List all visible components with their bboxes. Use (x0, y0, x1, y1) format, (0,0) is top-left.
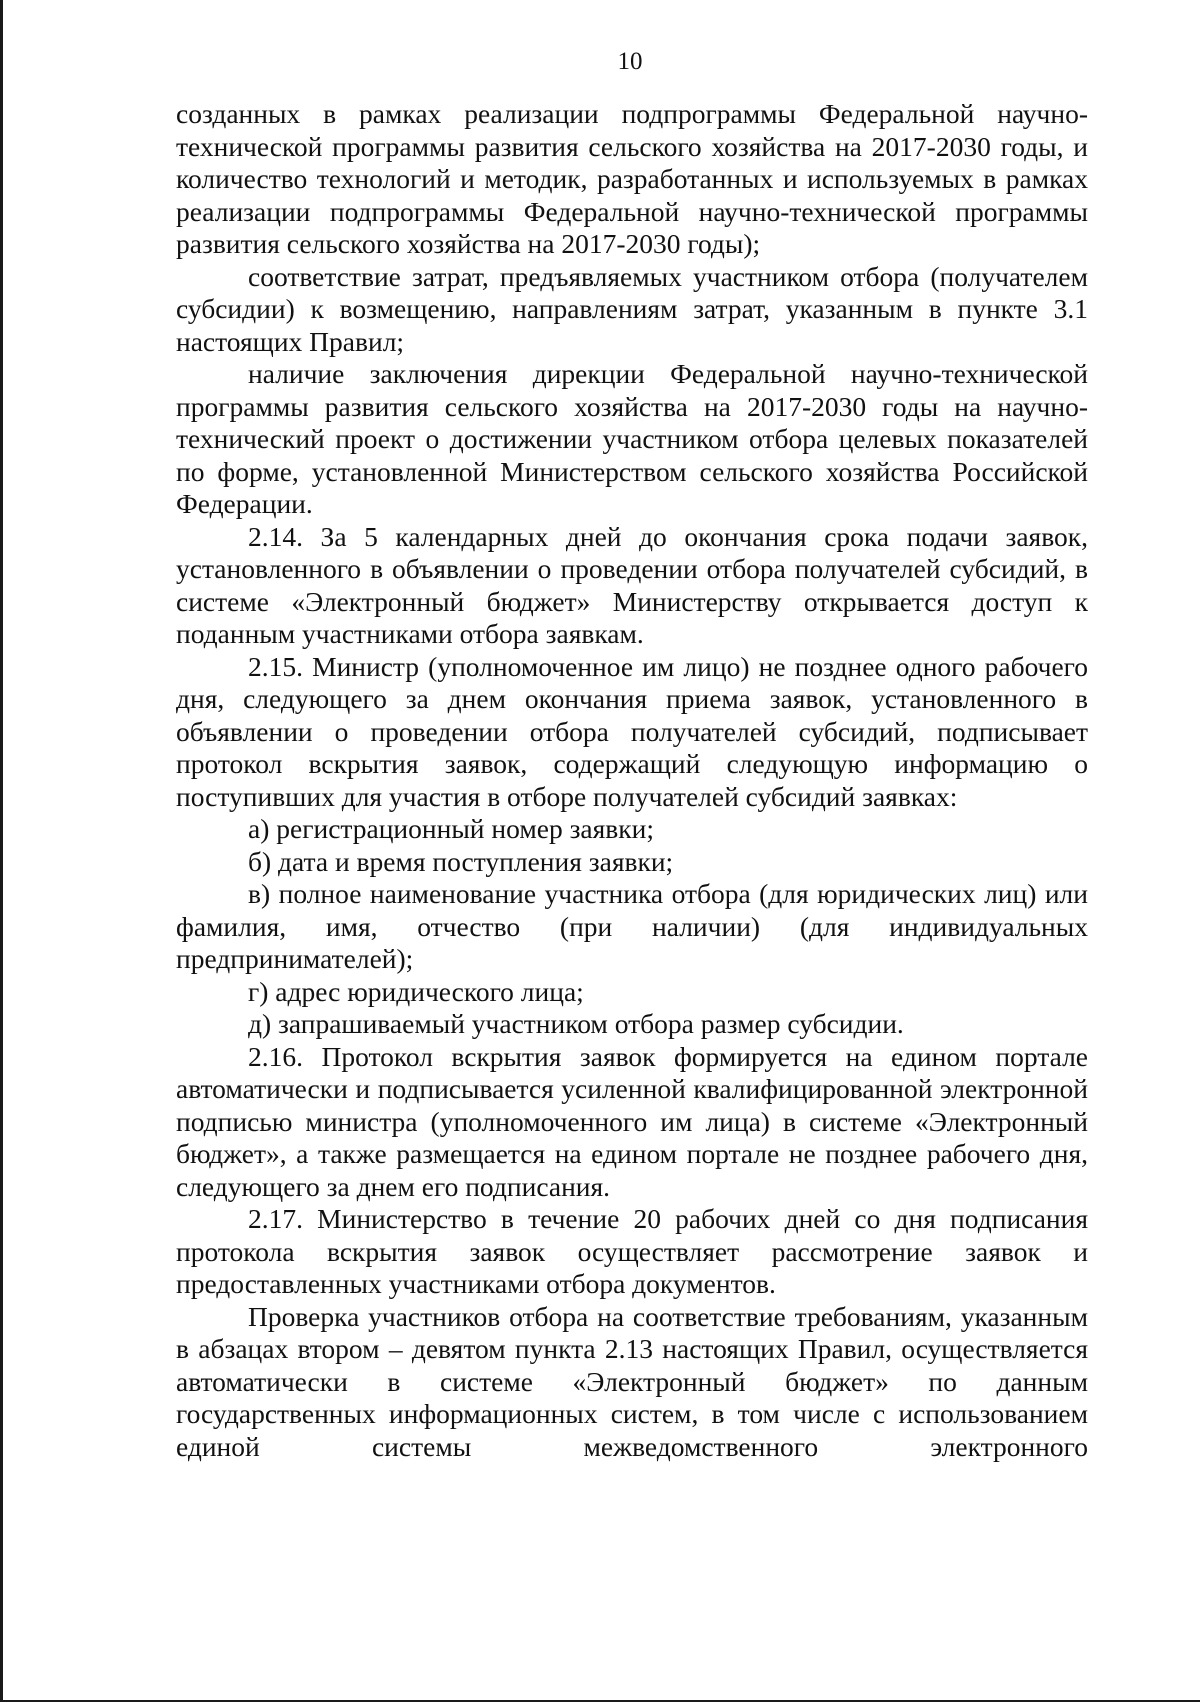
document-body (176, 98, 1088, 1463)
page-bottom-border (0, 1700, 1200, 1702)
body-paragraph: 2.17. Министерство в течение 20 рабочих дней со дня подписания протокола вскрытия заявок осуществляет рассмотрение заявок и предоставленных участниками отбора документов. (176, 1203, 1088, 1299)
body-paragraph: в) полное наименование участника отбора (для юридических лиц) или фамилия, имя, отчество (при наличии) (для индивидуальных предпринимателей); (176, 878, 1088, 974)
body-paragraph: а) регистрационный номер заявки; (248, 813, 654, 844)
body-paragraph: наличие заключения дирекции Федеральной научно-технической программы развития сельского хозяйства на 2017-2030 годы на научно-технический проект о достижении участником отбора целевых показателей по форме, установленной Министерством сельского хозяйства Российской Федерации. (176, 358, 1088, 519)
body-paragraph: Проверка участников отбора на соответствие требованиям, указанным в абзацах втором – девятом пункта 2.13 настоящих Правил, осуществляется автоматически в системе «Электронный бюджет» по данным государственных информационных систем, в том числе с использованием единой системы межведомственного электронного (176, 1300, 1088, 1462)
page-number: 10 (617, 48, 643, 75)
page-left-border (0, 0, 3, 1700)
body-paragraph: созданных в рамках реализации подпрограммы Федеральной научно-технической программы развития сельского хозяйства на 2017-2030 годы, и количество технологий и методик, разработанных и используемых в рамках реализации подпрограммы Федеральной научно-технической программы развития сельского хозяйства на 2017-2030 годы); (176, 98, 1088, 259)
body-paragraph: соответствие затрат, предъявляемых участником отбора (получателем субсидии) к возмещению, направлениям затрат, указанным в пункте 3.1 настоящих Правил; (176, 260, 1088, 357)
body-paragraph: г) адрес юридического лица; (248, 975, 584, 1007)
body-paragraph: 2.15. Министр (уполномоченное им лицо) не позднее одного рабочего дня, следующего за днем окончания приема заявок, установленного в объявлении о проведении отбора получателей субсидий, подписывает протокол вскрытия заявок, содержащий следующую информацию о поступивших для участия в отборе получателей субсидий заявках: (176, 650, 1088, 812)
body-paragraph: б) дата и время поступления заявки; (248, 845, 674, 877)
body-paragraph: д) запрашиваемый участником отбора размер субсидии. (248, 1008, 904, 1039)
body-paragraph: 2.14. За 5 календарных дней до окончания срока подачи заявок, установленного в объявлении о проведении отбора получателей субсидий, в системе «Электронный бюджет» Министерству открывается доступ к поданным участниками отбора заявкам. (176, 520, 1088, 649)
body-paragraph: 2.16. Протокол вскрытия заявок формируется на едином портале автоматически и подписывается усиленной квалифицированной электронной подписью министра (уполномоченного им лица) в системе «Электронный бюджет», а также размещается на едином портале не позднее рабочего дня, следующего за днем его подписания. (176, 1040, 1088, 1202)
